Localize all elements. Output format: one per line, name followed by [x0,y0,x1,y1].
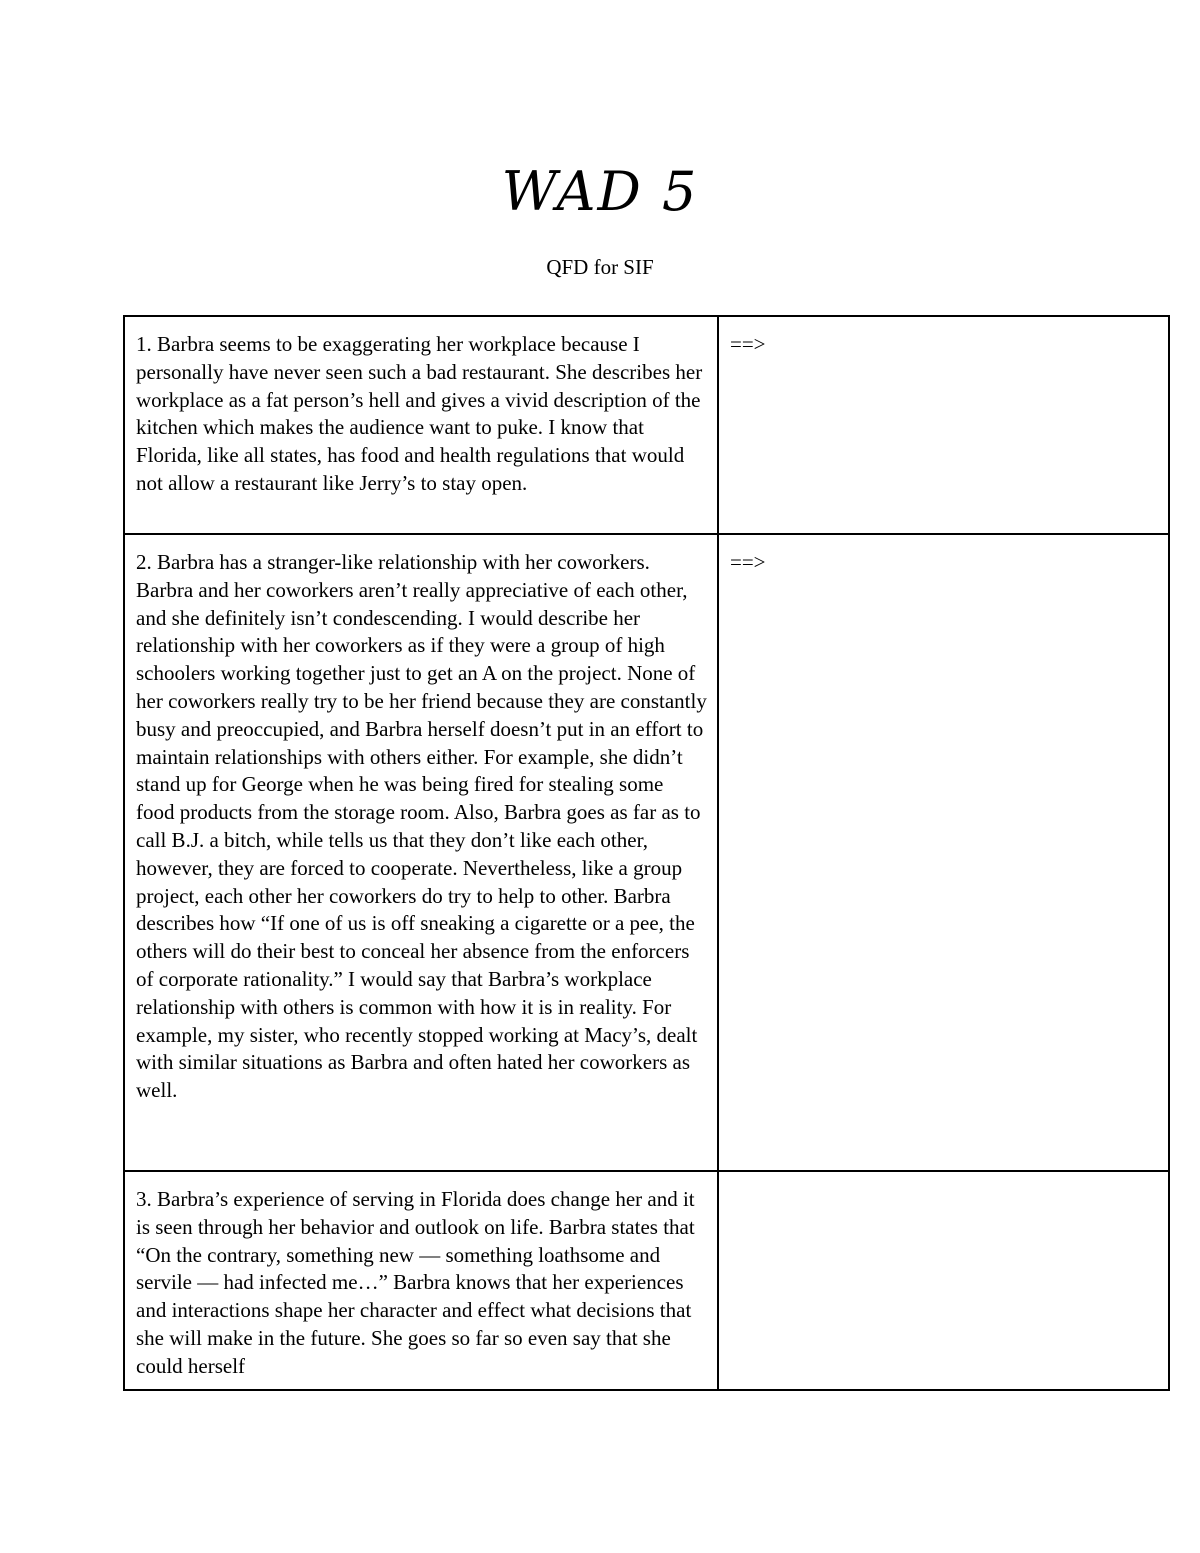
arrow-marker: ==> [730,332,766,356]
qfd-table [123,315,1170,1391]
table-row [124,534,1169,1171]
observation-cell: 1. Barbra seems to be exaggerating her workplace because I personally have never seen such a bad restaurant. She describes her workplace as a fat person’s hell and gives a vivid description of the kitchen which makes the audience want to puke. I know that Florida, like all states, has food and health regulations that would not allow a restaurant like Jerry’s to stay open. [124,316,718,534]
table-row [124,1171,1169,1390]
document-title: WAD 5 [501,160,699,223]
response-cell [718,316,1169,534]
response-cell [718,1171,1169,1390]
observation-cell: 2. Barbra has a stranger-like relationship with her coworkers. Barbra and her coworkers aren’t really appreciative of each other, and she definitely isn’t condescending. I would describe her relationship with her coworkers as if they were a group of high schoolers working together just to get an A on the project. None of her coworkers really try to be her friend because they are constantly busy and preoccupied, and Barbra herself doesn’t put in an effort to maintain relationships with others either. For example, she didn’t stand up for George when he was being fired for stealing some food products from the storage room. Also, Barbra goes as far as to call B.J. a bitch, while tells us that they don’t like each other, however, they are forced to cooperate. Nevertheless, like a group project, each other her coworkers do try to help to other. Barbra describes how “If one of us is off sneaking a cigarette or a pee, the others will do their best to conceal her absence from the enforcers of corporate rationality.” I would say that Barbra’s workplace relationship with others is common with how it is in reality. For example, my sister, who recently stopped working at Macy’s, dealt with similar situations as Barbra and often hated her coworkers as well. [124,534,718,1171]
observation-cell: 3. Barbra’s experience of serving in Florida does change her and it is seen through her behavior and outlook on life. Barbra states that “On the contrary, something new — something loathsome and servile — had infected me…” Barbra knows that her experiences and interactions shape her character and effect what decisions that she will make in the future. She goes so far so even say that she could herself [124,1171,718,1390]
document-subtitle: QFD for SIF [546,255,654,279]
arrow-marker: ==> [730,550,766,574]
table-row [124,316,1169,534]
response-cell [718,534,1169,1171]
